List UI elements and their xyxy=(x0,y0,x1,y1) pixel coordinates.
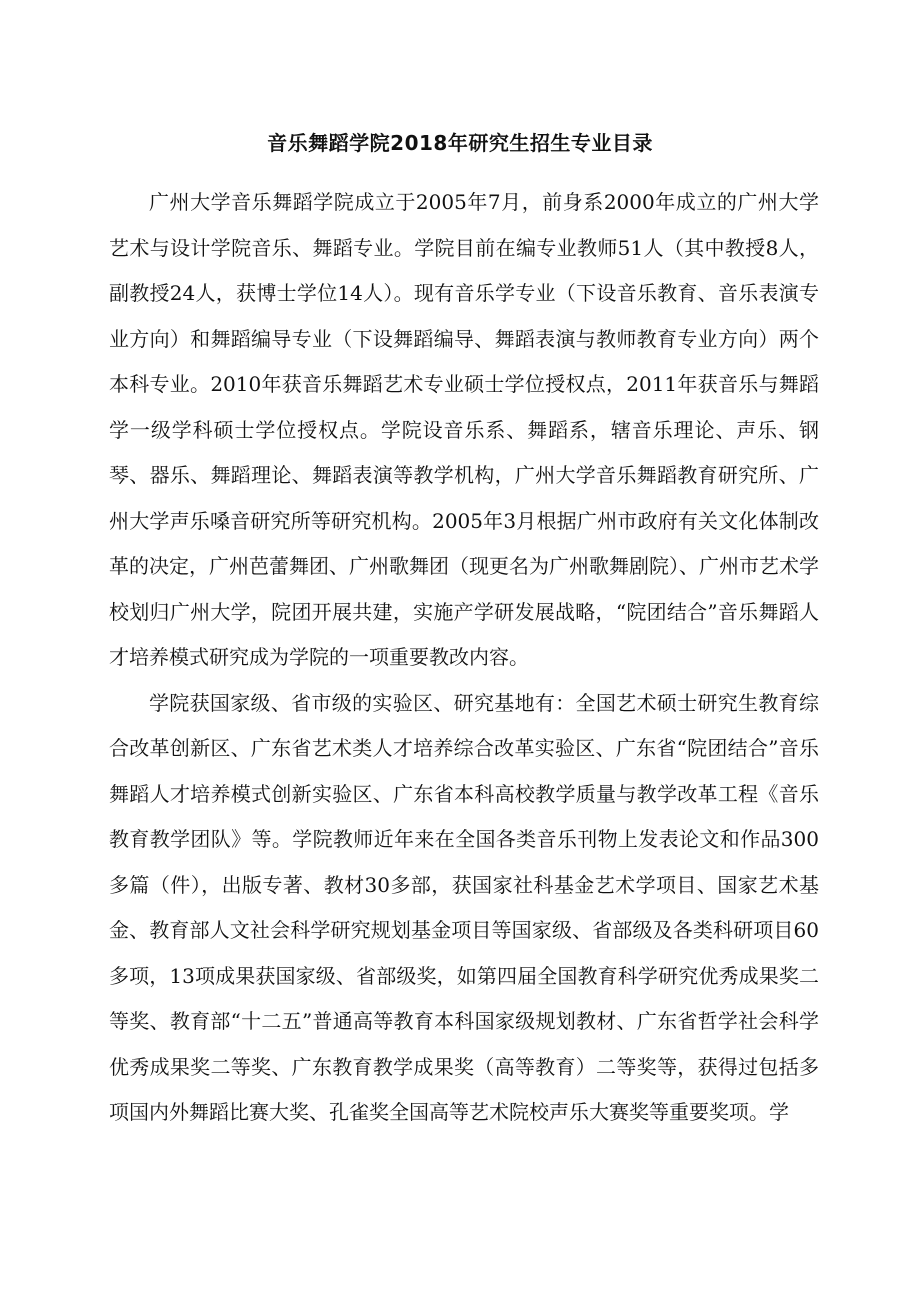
page-title: 音乐舞蹈学院2018年研究生招生专业目录 xyxy=(267,131,653,155)
paragraph-research-achievements: 学院获国家级、省市级的实验区、研究基地有：全国艺术硕士研究生教育综合改革创新区、广东省艺术类人才培养综合改革实验区、广东省“院团结合”音乐舞蹈人才培养模式创新实验区、广东省本科高校教学质量与教学改革工程《音乐教育教学团队》等。学院教师近年来在全国各类音乐刊物上发表论文和作品300多篇（件），出版专著、教材30多部，获国家社科基金艺术学项目、国家艺术基金、教育部人文社会科学研究规划基金项目等国家级、省部级及各类科研项目60多项，13项成果获国家级、省部级奖，如第四届全国教育科学研究优秀成果奖二等奖、教育部“十二五”普通高等教育本科国家级规划教材、广东省哲学社会科学优秀成果奖二等奖、广东教育教学成果奖（高等教育）二等奖等，获得过包括多项国内外舞蹈比赛大奖、孔雀奖全国高等艺术院校声乐大赛奖等重要奖项。学 xyxy=(109,690,819,1124)
document-body xyxy=(109,180,819,1136)
paragraph-college-intro: 广州大学音乐舞蹈学院成立于2005年7月，前身系2000年成立的广州大学艺术与设计学院音乐、舞蹈专业。学院目前在编专业教师51人（其中教授8人，副教授24人，获博士学位14人）。现有音乐学专业（下设音乐教育、音乐表演专业方向）和舞蹈编导专业（下设舞蹈编导、舞蹈表演与教师教育专业方向）两个本科专业。2010年获音乐舞蹈艺术专业硕士学位授权点，2011年获音乐与舞蹈学一级学科硕士学位授权点。学院设音乐系、舞蹈系，辖音乐理论、声乐、钢琴、器乐、舞蹈理论、舞蹈表演等教学机构，广州大学音乐舞蹈教育研究所、广州大学声乐嗓音研究所等研究机构。2005年3月根据广州市政府有关文化体制改革的决定，广州芭蕾舞团、广州歌舞团（现更名为广州歌舞剧院）、广州市艺术学校划归广州大学，院团开展共建，实施产学研发展战略，“院团结合”音乐舞蹈人才培养模式研究成为学院的一项重要教改内容。 xyxy=(109,190,819,669)
